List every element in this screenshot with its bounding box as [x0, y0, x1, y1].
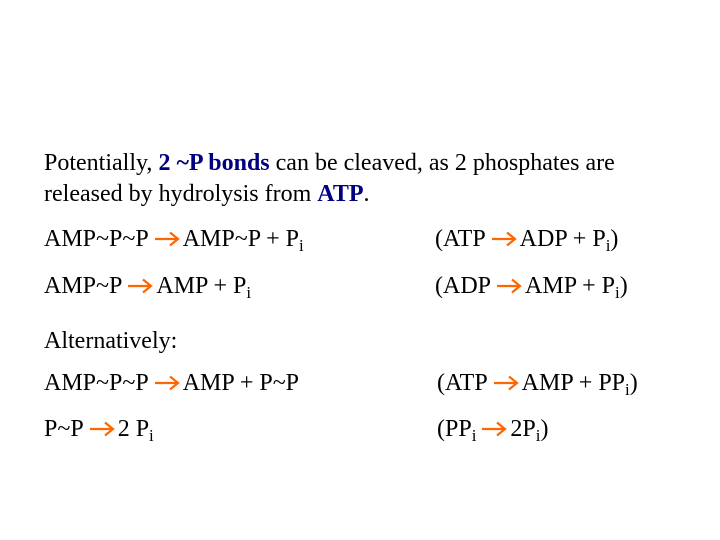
product: AMP + P — [156, 273, 247, 299]
reaction-note — [435, 226, 618, 253]
note-reactant: (PP — [437, 416, 472, 442]
reaction-arrow-icon — [480, 421, 508, 437]
note-product: 2P — [510, 416, 536, 442]
reaction-arrow-icon — [153, 375, 181, 391]
product-subscript: i — [246, 283, 252, 302]
intro-paragraph — [44, 148, 694, 210]
reaction-equation — [44, 370, 299, 397]
reaction-row-1 — [44, 226, 694, 266]
note-product: AMP + P — [525, 273, 616, 299]
intro-text-1: Potentially, — [44, 150, 159, 176]
product: AMP + P~P — [182, 370, 300, 396]
note-close: ) — [610, 226, 619, 252]
reaction-note — [437, 370, 638, 397]
reaction-arrow-icon — [492, 375, 520, 391]
note-subscript: i — [615, 283, 620, 302]
reactant: AMP~P~P — [44, 370, 149, 396]
reaction-arrow-icon — [495, 278, 523, 294]
reaction-equation — [44, 273, 251, 300]
reaction-arrow-icon — [126, 278, 154, 294]
product-subscript: i — [149, 426, 154, 445]
alt-reaction-row-1 — [44, 370, 694, 410]
product: 2 P — [117, 416, 150, 442]
product-subscript: i — [299, 236, 304, 255]
reactant: AMP~P — [44, 273, 123, 299]
note-subscript: i — [605, 236, 611, 255]
note-close: ) — [629, 370, 638, 396]
note-subscript: i — [625, 380, 630, 399]
reaction-arrow-icon — [490, 231, 518, 247]
note-close: ) — [619, 273, 628, 299]
alternatively-heading: Alternatively: — [44, 328, 178, 354]
note-reactant: (ATP — [435, 226, 486, 252]
intro-text-2: can be cleaved, as 2 phosphates are released by hydrolysis from — [44, 150, 615, 207]
reactant: P~P — [44, 416, 84, 442]
alt-reaction-row-2 — [44, 416, 694, 456]
reaction-row-2 — [44, 273, 694, 313]
product: AMP~P + P — [182, 226, 300, 252]
reaction-equation — [44, 416, 154, 443]
reactant: AMP~P~P — [44, 226, 149, 252]
note-reactant: (ATP — [437, 370, 488, 396]
reaction-note — [437, 416, 549, 443]
reaction-note — [435, 273, 628, 300]
atp-highlight: ATP — [317, 181, 364, 207]
reaction-arrow-icon — [88, 421, 116, 437]
note-subscript: i — [535, 426, 541, 445]
note-reactant-subscript: i — [471, 426, 477, 445]
intro-text-3: . — [363, 181, 370, 207]
note-product: AMP + PP — [521, 370, 626, 396]
note-product: ADP + P — [519, 226, 606, 252]
note-close: ) — [540, 416, 549, 442]
note-reactant: (ADP — [435, 273, 492, 299]
bond-count-highlight: 2 ~P bonds — [158, 150, 270, 176]
reaction-equation — [44, 226, 304, 253]
reaction-arrow-icon — [153, 231, 181, 247]
